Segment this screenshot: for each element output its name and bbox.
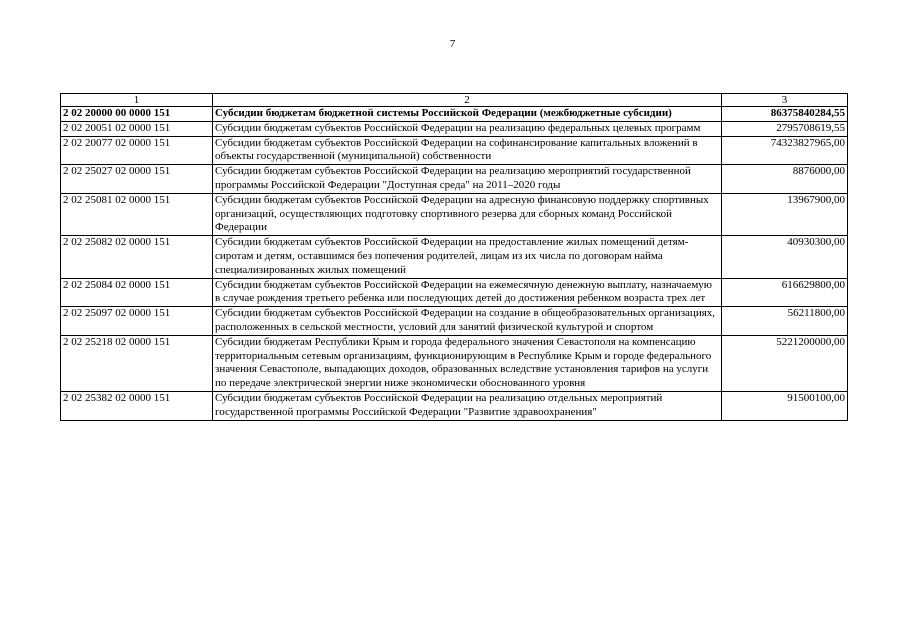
- row-code: 2 02 25218 02 0000 151: [61, 335, 213, 391]
- page-number: 7: [449, 38, 456, 50]
- row-sum: 74323827965,00: [722, 136, 848, 165]
- row-sum: 40930300,00: [722, 236, 848, 278]
- row-sum: 91500100,00: [722, 391, 848, 420]
- table-row: [61, 278, 848, 307]
- table-row: [61, 136, 848, 165]
- row-code: 2 02 25382 02 0000 151: [61, 391, 213, 420]
- row-name: Субсидии бюджетам Республики Крым и города федерального значения Севастополя на компенсацию территориальным сетевым организациям, функционирующим в Республике Крым и городе федерального значения Севастополе, выпадающих доходов, образованных вследствие установления тарифов на услуги по передаче электрической энергии ниже экономически обоснованного уровня: [213, 335, 722, 391]
- row-code: 2 02 25084 02 0000 151: [61, 278, 213, 307]
- row-name: Субсидии бюджетам субъектов Российской Федерации на реализацию федеральных целевых программ: [213, 121, 722, 136]
- row-name: Субсидии бюджетам субъектов Российской Федерации на предоставление жилых помещений детям-сиротам и детям, оставшимся без попечения родителей, лицам из их числа по договорам найма специализированных жилых помещений: [213, 236, 722, 278]
- table-row: [61, 193, 848, 235]
- budget-table: [60, 93, 848, 421]
- row-code: 2 02 25097 02 0000 151: [61, 307, 213, 336]
- row-name: Субсидии бюджетам субъектов Российской Федерации на реализацию мероприятий государственной программы Российской Федерации "Доступная среда" на 2011–2020 годы: [213, 165, 722, 194]
- row-sum: 86375840284,55: [722, 107, 848, 122]
- row-name: Субсидии бюджетам субъектов Российской Федерации на ежемесячную денежную выплату, назначаемую в случае рождения третьего ребенка или последующих детей до достижения ребенком возраста трех лет: [213, 278, 722, 307]
- column-header-name: 2: [213, 94, 722, 107]
- table-row: [61, 335, 848, 391]
- row-name: Субсидии бюджетам субъектов Российской Федерации на софинансирование капитальных вложений в объекты государственной (муниципальной) собственности: [213, 136, 722, 165]
- row-sum: 13967900,00: [722, 193, 848, 235]
- row-name: Субсидии бюджетам субъектов Российской Федерации на адресную финансовую поддержку спортивных организаций, осуществляющих подготовку спортивного резерва для сборных команд Российской Федерации: [213, 193, 722, 235]
- table-row: [61, 107, 848, 122]
- row-name: Субсидии бюджетам субъектов Российской Федерации на реализацию отдельных мероприятий государственной программы Российской Федерации "Развитие здравоохранения": [213, 391, 722, 420]
- column-header-sum: 3: [722, 94, 848, 107]
- row-code: 2 02 25082 02 0000 151: [61, 236, 213, 278]
- table-row: [61, 165, 848, 194]
- row-name: Субсидии бюджетам бюджетной системы Российской Федерации (межбюджетные субсидии): [213, 107, 722, 122]
- table-header-row: [61, 94, 848, 107]
- row-sum: 56211800,00: [722, 307, 848, 336]
- row-name: Субсидии бюджетам субъектов Российской Федерации на создание в общеобразовательных организациях, расположенных в сельской местности, условий для занятий физической культурой и спортом: [213, 307, 722, 336]
- row-code: 2 02 25027 02 0000 151: [61, 165, 213, 194]
- row-code: 2 02 25081 02 0000 151: [61, 193, 213, 235]
- row-sum: 2795708619,55: [722, 121, 848, 136]
- table-row: [61, 307, 848, 336]
- column-header-code: 1: [61, 94, 213, 107]
- row-sum: 616629800,00: [722, 278, 848, 307]
- table-row: [61, 121, 848, 136]
- table-row: [61, 391, 848, 420]
- row-code: 2 02 20077 02 0000 151: [61, 136, 213, 165]
- row-sum: 8876000,00: [722, 165, 848, 194]
- table-row: [61, 236, 848, 278]
- row-code: 2 02 20000 00 0000 151: [61, 107, 213, 122]
- row-sum: 5221200000,00: [722, 335, 848, 391]
- row-code: 2 02 20051 02 0000 151: [61, 121, 213, 136]
